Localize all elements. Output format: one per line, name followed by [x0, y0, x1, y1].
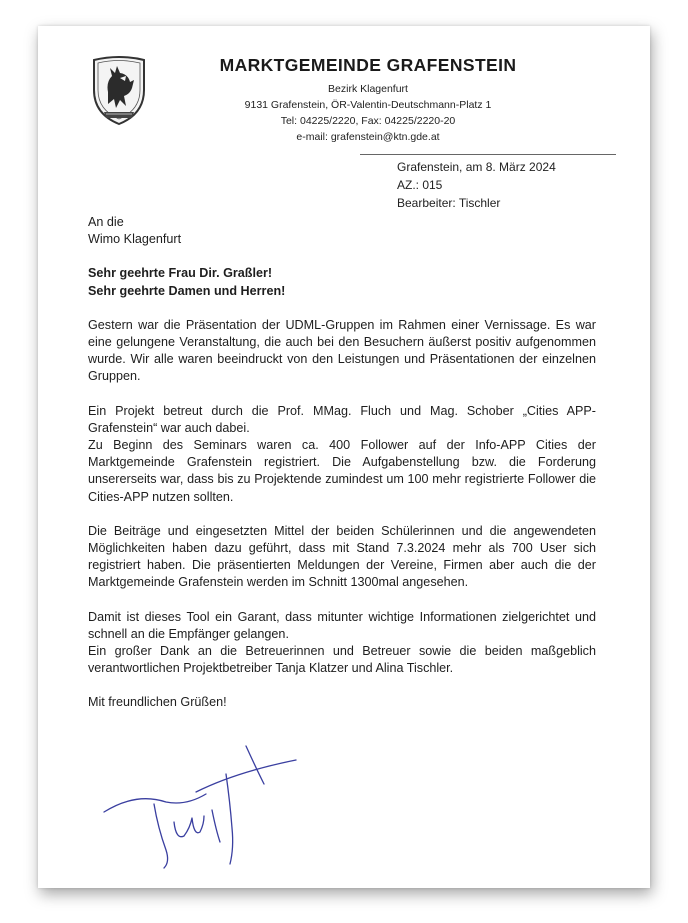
district: Bezirk Klagenfurt — [328, 83, 408, 95]
salutation-line: Sehr geehrte Damen und Herren! — [88, 283, 286, 298]
paragraph: Gestern war die Präsentation der UDML-Gruppen im Rahmen einer Vernissage. Es war eine gelungene Veranstaltung, die auch bei den Besuchern äußerst positiv aufgenommen wurde. Wir alle waren beeindruckt von den Leistungen und Präsentationen der einzelnen Gruppen. — [88, 317, 596, 384]
letter-page — [38, 26, 650, 888]
phone-fax: Tel: 04225/2220, Fax: 04225/2220-20 — [280, 115, 456, 127]
paragraph: Damit ist dieses Tool ein Garant, dass mitunter wichtige Informationen zielgerichtet und schnell an die Empfänger gelangen. — [88, 609, 596, 641]
clerk: Bearbeiter: Tischler — [397, 196, 501, 210]
closing: Mit freundlichen Grüßen! — [88, 695, 227, 710]
letterhead — [168, 52, 568, 145]
paragraph: Zu Beginn des Seminars waren ca. 400 Follower auf der Info-APP Cities der Marktgemeinde Grafenstein registriert. Die Aufgabenstellung bzw. die Forderung unsererseits war, dass bis zu Projektende zumindest um 100 mehr registrierte Follower die Cities-APP nutzen sollten. — [88, 438, 596, 504]
letter-meta — [397, 158, 556, 212]
paragraph: Die Beiträge und eingesetzten Mittel der beiden Schülerinnen und die angewendeten Möglichkeiten haben dazu geführt, dass mit Stand 7.3.2024 mehr als 700 User sich registriert haben. Die präsentierten Meldungen der Vereine, Firmen aber auch die der Marktgemeinde Grafenstein werden im Schnitt 1300mal angesehen. — [88, 523, 596, 590]
paragraph: Ein großer Dank an die Betreuerinnen und Betreuer sowie die beiden maßgeblich verantwortlichen Projektbetreiber Tanja Klatzer und Alina Tischler. — [88, 644, 596, 676]
recipient-name: Wimo Klagenfurt — [88, 232, 182, 247]
letter-body — [88, 214, 596, 712]
signature-icon — [96, 732, 316, 872]
coat-of-arms-icon — [90, 52, 148, 126]
organization-name: MARKTGEMEINDE GRAFENSTEIN — [219, 55, 517, 75]
recipient-line: An die — [88, 215, 124, 229]
email: e-mail: grafenstein@ktn.gde.at — [296, 131, 440, 143]
salutation-line: Sehr geehrte Frau Dir. Graßler! — [88, 266, 273, 281]
header-divider — [360, 154, 616, 155]
reference-number: AZ.: 015 — [397, 178, 443, 192]
place-date: Grafenstein, am 8. März 2024 — [397, 160, 556, 174]
address: 9131 Grafenstein, ÖR-Valentin-Deutschmann-Platz 1 — [244, 99, 492, 111]
paragraph: Ein Projekt betreut durch die Prof. MMag. Fluch und Mag. Schober „Cities APP-Grafenstein“ war auch dabei. — [88, 403, 596, 435]
